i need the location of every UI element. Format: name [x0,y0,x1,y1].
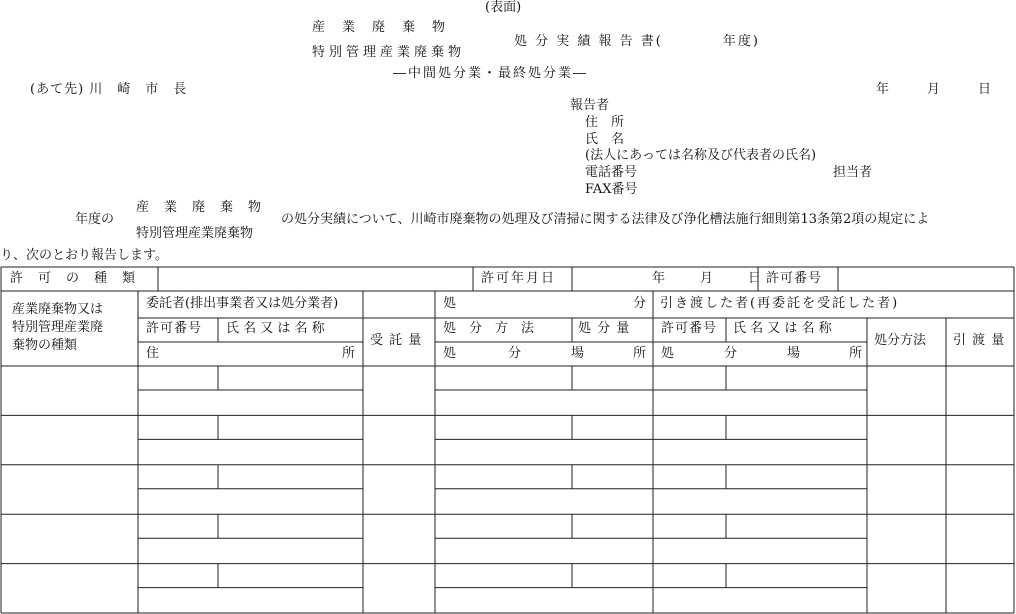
handover-header: 引き渡した者(再委託を受託した者) [660,296,900,311]
permit-date-value: 年 月 日 [652,271,765,286]
statement-type-2: 特別管理産業廃棄物 [136,226,254,241]
handover-name-header: 氏 名 又 は 名 称 [733,321,832,336]
permit-date-label: 許可年月日 [481,271,557,286]
received-amount-header: 受 託 量 [370,333,423,348]
disposal-site-header-c: 場 [571,346,585,361]
addressee: (あて先) 川 崎 市 長 [30,82,188,97]
consignor-permit-no-header: 許可番号 [146,321,203,336]
reporter-contact: 担当者 [833,165,873,180]
title-waste-type-2: 特別管理産業廃棄物 [312,45,466,60]
side-label: (表面) [485,0,522,15]
handover-permit-no-header: 許可番号 [661,321,718,336]
page-title: 処 分 実 績 報 告 書( 年度) [514,34,760,49]
consignor-address-header-a: 住 [146,346,160,361]
disposal-header-a: 処 [443,296,457,311]
consignor-name-header: 氏 名 又 は 名 称 [226,321,325,336]
handover-site-header-a: 処 [661,346,675,361]
waste-type-header-3: 棄物の種類 [12,338,78,353]
statement-year: 年度の [75,212,115,227]
disposal-site-header-a: 処 [443,346,457,361]
handover-site-header-d: 所 [849,346,863,361]
waste-type-header-2: 特別管理産業廃 [12,320,104,335]
statement-text-1: の処分実績について、川崎市廃棄物の処理及び清掃に関する法律及び浄化槽法施行細則第13条第2項の規定によ [281,212,930,227]
title-waste-type-1: 産 業 廃 棄 物 [312,20,448,35]
page-subtitle: ―中間処分業・最終処分業― [393,66,589,81]
statement-type-1: 産 業 廃 棄 物 [136,200,263,215]
disposal-header-b: 分 [633,296,647,311]
reporter-note: (法人にあっては名称及び代表者の氏名) [585,148,817,163]
reporter-phone: 電話番号 [585,165,638,180]
permit-kind-label: 許 可 の 種 類 [10,271,137,286]
permit-number-label: 許可番号 [766,271,823,286]
statement-text-2: り、次のとおり報告します。 [0,248,168,263]
waste-type-header-1: 産業廃棄物又は [12,302,104,317]
reporter-fax: FAX番号 [585,182,638,197]
handover-site-header-b: 分 [724,346,738,361]
disposal-site-header-d: 所 [633,346,647,361]
disposal-amount-header: 処 分 量 [578,321,631,336]
handover-amount-header: 引 渡 量 [953,333,1006,348]
reporter-address: 住 所 [585,115,625,130]
handover-method-header: 処分方法 [874,333,927,348]
reporter-label: 報告者 [570,98,610,113]
report-date: 年 月 日 [876,82,996,97]
disposal-method-header: 処 分 方 法 [443,321,535,336]
reporter-name: 氏 名 [585,132,625,147]
disposal-site-header-b: 分 [508,346,522,361]
consignor-header: 委託者(排出事業者又は処分業者) [146,296,339,311]
consignor-address-header-b: 所 [342,346,356,361]
handover-site-header-c: 場 [787,346,801,361]
